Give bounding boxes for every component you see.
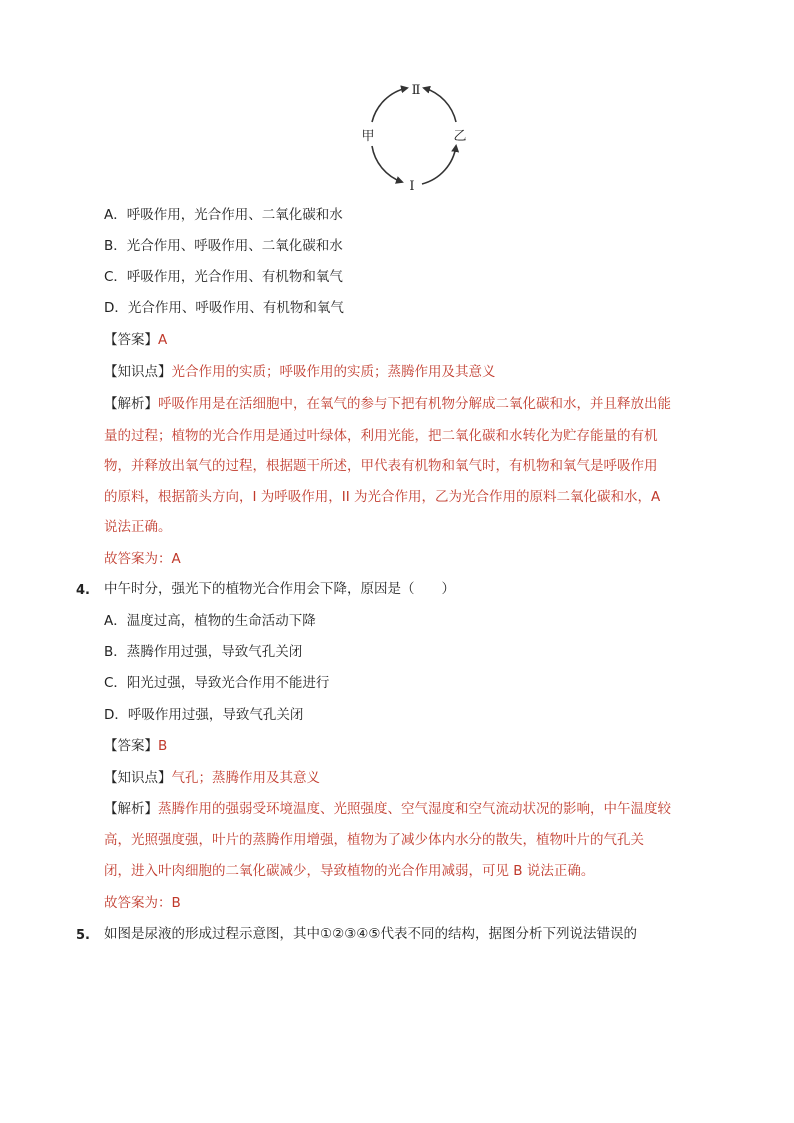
q4-stem: 中午时分，强光下的植物光合作用会下降，原因是（ ） bbox=[104, 581, 455, 597]
q3-final-answer: 故答案为：A bbox=[104, 551, 181, 567]
q3-option-d: D．光合作用、呼吸作用、有机物和氧气 bbox=[104, 300, 344, 316]
cycle-diagram bbox=[352, 80, 472, 195]
q3-analysis-line-4: 的原料，根据箭头方向，I 为呼吸作用，II 为光合作用，乙为光合作用的原料二氧化碳和水，A bbox=[104, 489, 661, 505]
answer-value: A bbox=[158, 332, 168, 348]
arrow-left-to-bottom bbox=[372, 146, 402, 182]
q3-option-c: C．呼吸作用，光合作用、有机物和氧气 bbox=[104, 269, 343, 285]
analysis-tag: 【解析】 bbox=[104, 801, 158, 817]
q3-analysis-line-3: 物，并释放出氧气的过程，根据题干所述，甲代表有机物和氧气时，有机物和氧气是呼吸作用 bbox=[104, 458, 658, 474]
diagram-label-top: Ⅱ bbox=[411, 83, 421, 98]
analysis-tag: 【解析】 bbox=[104, 396, 158, 412]
q3-option-b: B．光合作用、呼吸作用、二氧化碳和水 bbox=[104, 238, 343, 254]
q3-analysis-line-1: 【解析】呼吸作用是在活细胞中，在氧气的参与下把有机物分解成二氧化碳和水，并且释放出能 bbox=[104, 396, 671, 412]
answer-tag: 【答案】 bbox=[104, 738, 158, 754]
q4-option-b: B．蒸腾作用过强，导致气孔关闭 bbox=[104, 644, 303, 660]
q4-knowledge-point bbox=[104, 768, 320, 788]
answer-value: B bbox=[158, 738, 168, 754]
q4-analysis-line-3: 闭，进入叶肉细胞的二氧化碳减少，导致植物的光合作用减弱，可见 B 说法正确。 bbox=[104, 863, 595, 879]
diagram-label-right: 乙 bbox=[453, 129, 467, 144]
q4-option-a: A．温度过高，植物的生命活动下降 bbox=[104, 613, 316, 629]
q3-analysis-line-5: 说法正确。 bbox=[104, 519, 172, 535]
q4-final-answer: 故答案为：B bbox=[104, 895, 181, 911]
q4-analysis-line-2: 高，光照强度强，叶片的蒸腾作用增强，植物为了减少体内水分的散失，植物叶片的气孔关 bbox=[104, 832, 644, 848]
q4-option-d: D．呼吸作用过强，导致气孔关闭 bbox=[104, 707, 304, 723]
q3-answer bbox=[104, 330, 167, 350]
knowledge-tag: 【知识点】 bbox=[104, 770, 172, 786]
arrow-bottom-to-right bbox=[422, 146, 456, 184]
q4-option-c: C．阳光过强，导致光合作用不能进行 bbox=[104, 675, 330, 691]
diagram-label-left: 甲 bbox=[361, 129, 375, 144]
q4-number: 4. bbox=[76, 583, 90, 598]
q3-knowledge-point bbox=[104, 362, 496, 382]
q3-option-a: A．呼吸作用，光合作用、二氧化碳和水 bbox=[104, 207, 343, 223]
q5-stem: 如图是尿液的形成过程示意图，其中①②③④⑤代表不同的结构，据图分析下列说法错误的 bbox=[104, 926, 638, 942]
q3-analysis-line-2: 量的过程；植物的光合作用是通过叶绿体，利用光能，把二氧化碳和水转化为贮存能量的有机 bbox=[104, 428, 658, 444]
arrow-right-to-top bbox=[424, 88, 456, 122]
answer-tag: 【答案】 bbox=[104, 332, 158, 348]
knowledge-tag: 【知识点】 bbox=[104, 364, 172, 380]
q4-answer bbox=[104, 736, 167, 756]
q4-analysis-line-1: 【解析】蒸腾作用的强弱受环境温度、光照强度、空气湿度和空气流动状况的影响，中午温度较 bbox=[104, 801, 671, 817]
knowledge-value: 气孔；蒸腾作用及其意义 bbox=[171, 770, 320, 786]
knowledge-value: 光合作用的实质；呼吸作用的实质；蒸腾作用及其意义 bbox=[171, 364, 496, 380]
arrow-left-to-top bbox=[372, 88, 407, 122]
diagram-label-bottom: Ⅰ bbox=[409, 179, 415, 194]
q5-number: 5. bbox=[76, 928, 90, 943]
